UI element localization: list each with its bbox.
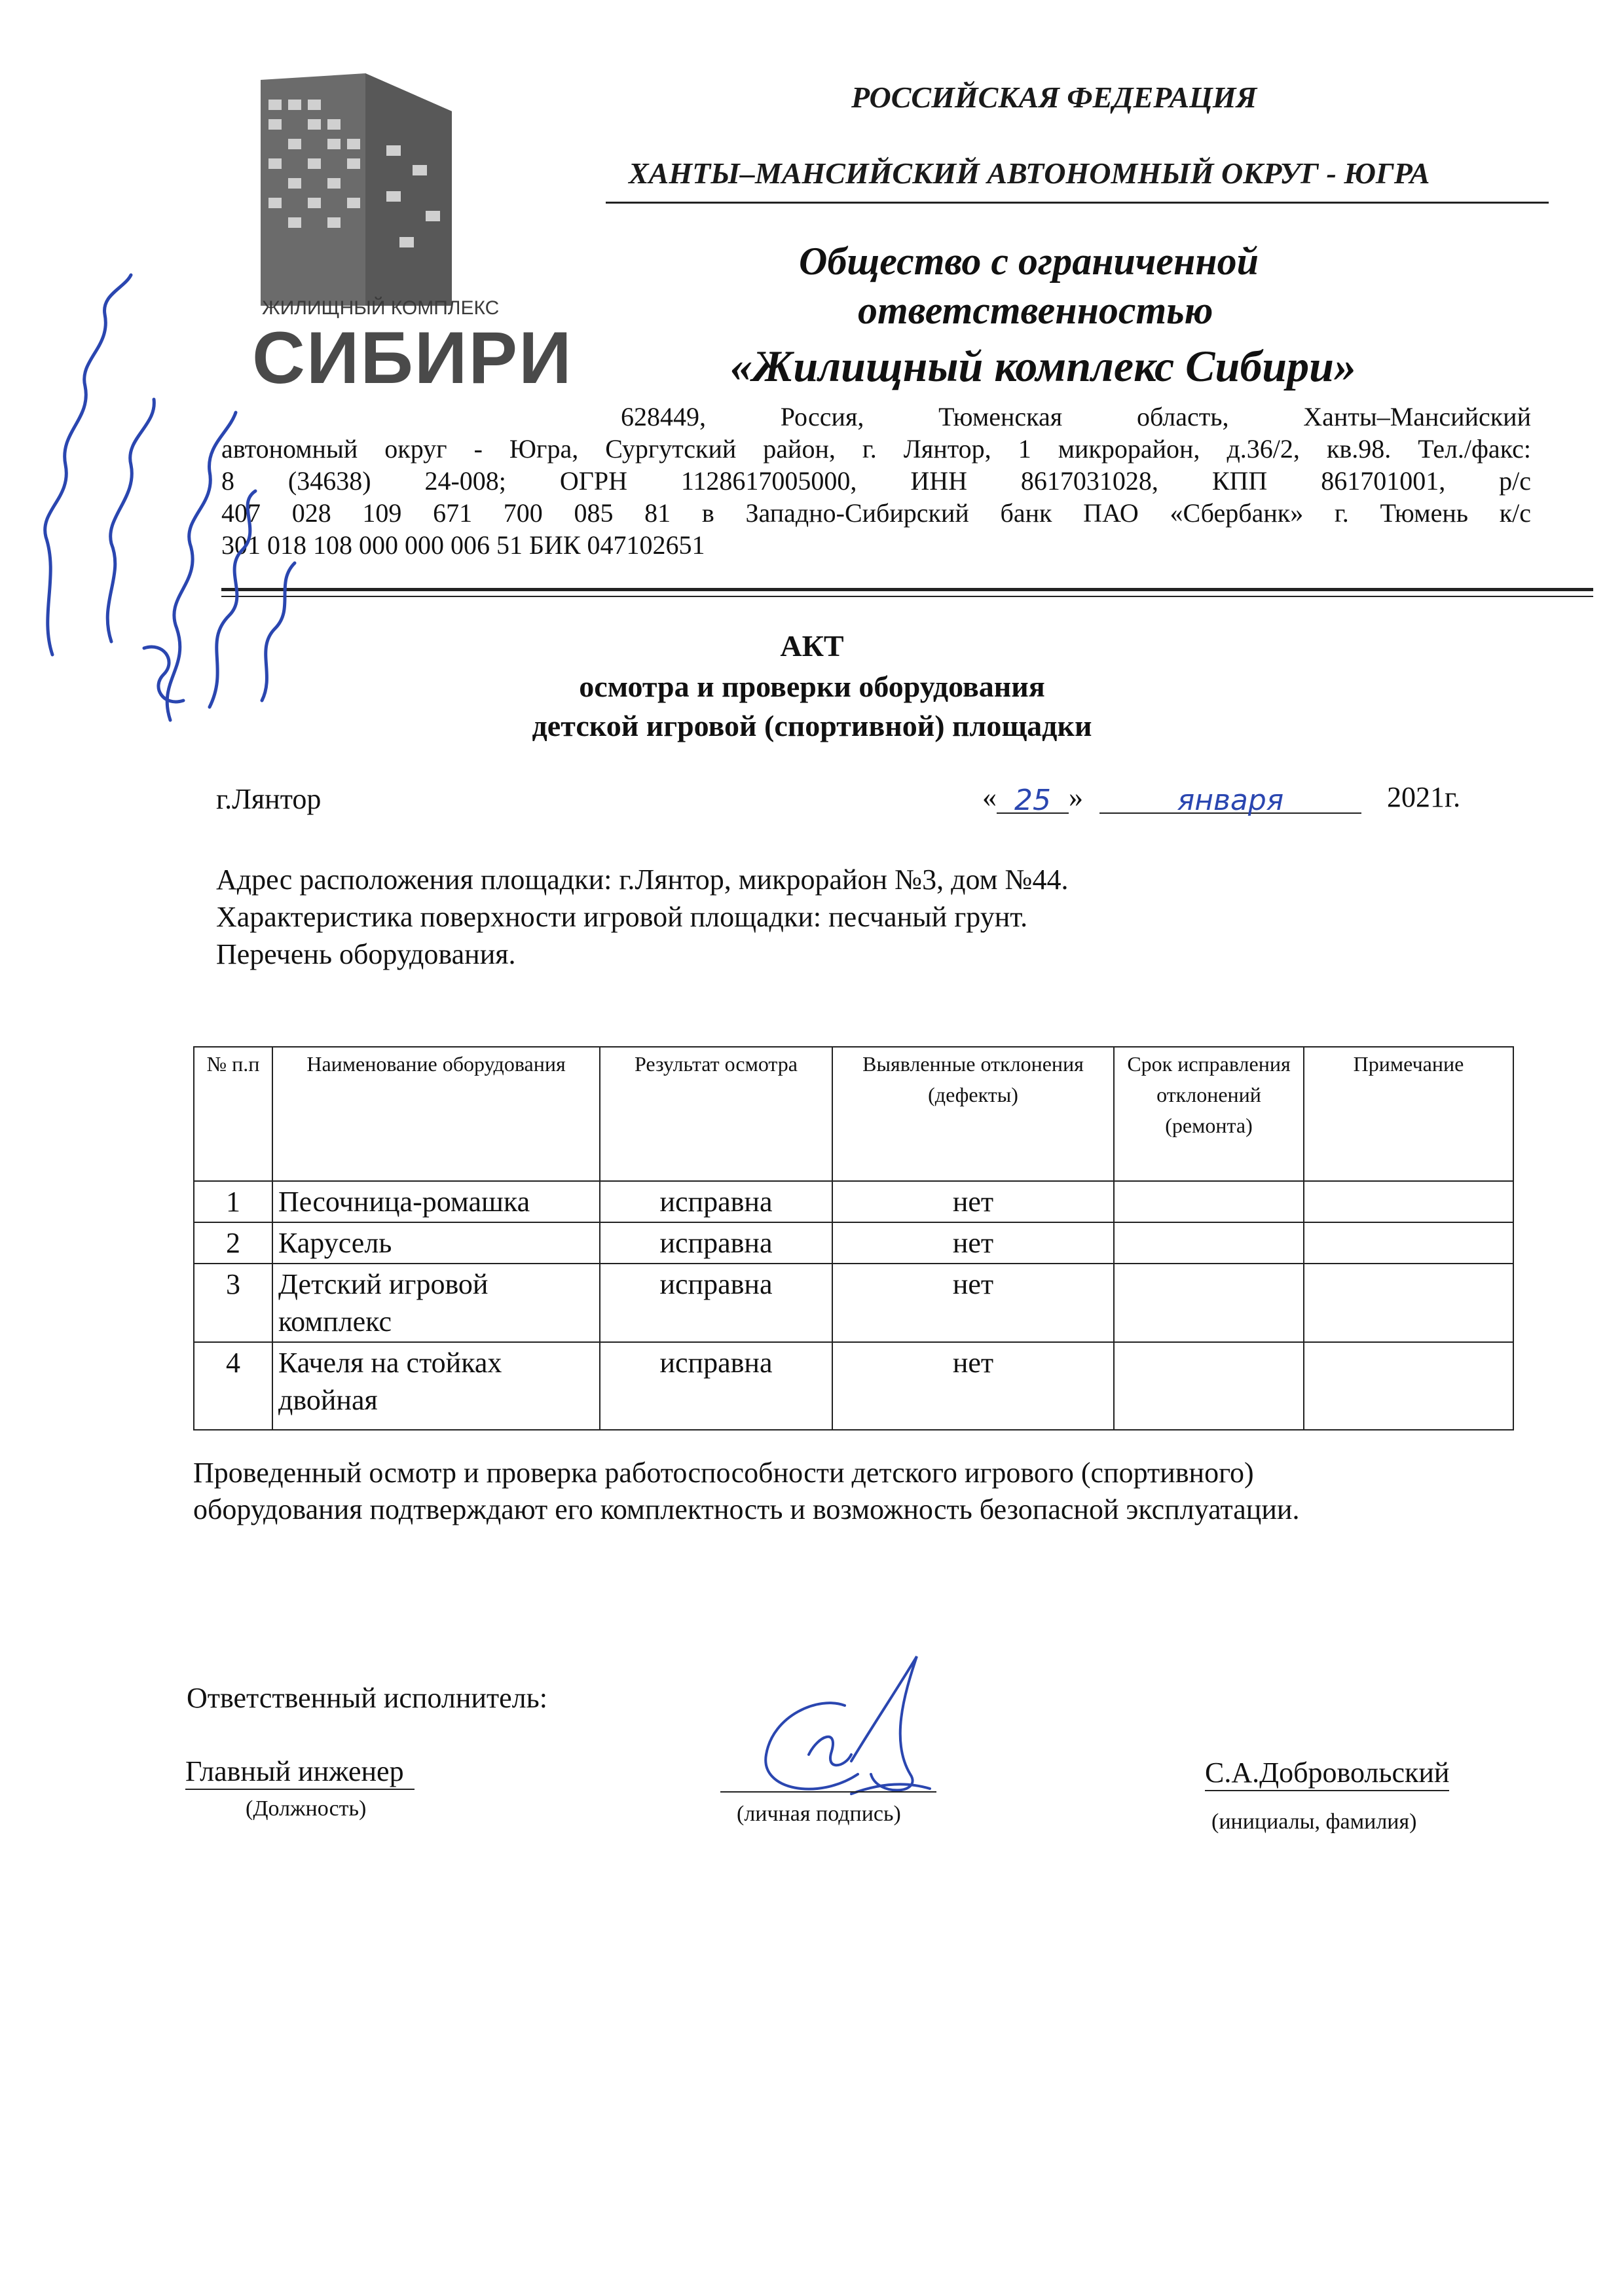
row-num: 2 bbox=[194, 1222, 272, 1264]
equipment-list-caption: Перечень оборудования. bbox=[216, 938, 516, 970]
doc-date bbox=[982, 780, 1461, 817]
header-deadline: Срок исправления отклонений (ремонта) bbox=[1114, 1047, 1304, 1181]
row-note bbox=[1304, 1342, 1513, 1430]
row-name: Детский игровой комплекс bbox=[272, 1264, 600, 1342]
row-num: 1 bbox=[194, 1181, 272, 1222]
row-name: Карусель bbox=[272, 1222, 600, 1264]
row-name: Качеля на стойках двойная bbox=[272, 1342, 600, 1430]
row-defects: нет bbox=[832, 1222, 1114, 1264]
row-deadline bbox=[1114, 1222, 1304, 1264]
position-caption: (Должность) bbox=[246, 1796, 367, 1821]
table-row bbox=[194, 1222, 1513, 1264]
org-address bbox=[221, 401, 1531, 561]
table-row bbox=[194, 1264, 1513, 1342]
signature-caption: (личная подпись) bbox=[737, 1802, 901, 1826]
header-region: ХАНТЫ–МАНСИЙСКИЙ АВТОНОМНЫЙ ОКРУГ - ЮГРА bbox=[629, 156, 1430, 190]
row-result: исправна bbox=[600, 1222, 832, 1264]
date-month: января bbox=[1099, 784, 1361, 814]
doc-subtitle-1: осмотра и проверки оборудования bbox=[579, 670, 1045, 703]
header-name: Наименование оборудования bbox=[272, 1047, 600, 1181]
date-day: 25 bbox=[997, 784, 1069, 814]
row-note bbox=[1304, 1222, 1513, 1264]
doc-subtitle-2: детской игровой (спортивной) площадки bbox=[532, 709, 1092, 742]
row-result: исправна bbox=[600, 1264, 832, 1342]
equipment-table bbox=[193, 1046, 1514, 1430]
responsible-label: Ответственный исполнитель: bbox=[187, 1682, 547, 1714]
surface-type: Характеристика поверхности игровой площадки: песчаный грунт. bbox=[216, 901, 1028, 933]
handwritten-signature bbox=[747, 1643, 956, 1813]
conclusion-line-2: оборудования подтверждают его комплектность и возможность безопасной эксплуатации. bbox=[193, 1493, 1300, 1525]
name-caption: (инициалы, фамилия) bbox=[1211, 1810, 1417, 1834]
letterhead-rule-thin bbox=[221, 596, 1593, 597]
row-deadline bbox=[1114, 1181, 1304, 1222]
row-name: Песочница-ромашка bbox=[272, 1181, 600, 1222]
logo-name: СИБИРИ bbox=[252, 317, 573, 399]
date-year: 2021г. bbox=[1387, 781, 1461, 813]
conclusion-line-1: Проведенный осмотр и проверка работоспособности детского игрового (спортивного) bbox=[193, 1457, 1254, 1489]
row-note bbox=[1304, 1181, 1513, 1222]
row-defects: нет bbox=[832, 1181, 1114, 1222]
row-result: исправна bbox=[600, 1181, 832, 1222]
site-address: Адрес расположения площадки: г.Лянтор, микрорайон №3, дом №44. bbox=[216, 864, 1069, 896]
doc-title: АКТ bbox=[780, 629, 844, 663]
signature-scribble bbox=[747, 1643, 956, 1813]
date-quote-close: » bbox=[1069, 781, 1083, 813]
row-num: 3 bbox=[194, 1264, 272, 1342]
signature-line bbox=[720, 1791, 936, 1793]
address-line-4: 407 028 109 671 700 085 81 в Западно-Сибирский банк ПАО «Сбербанк» г. Тюмень к/с bbox=[221, 498, 1531, 528]
header-defects: Выявленные отклонения (дефекты) bbox=[832, 1047, 1114, 1181]
header-num: № п.п bbox=[194, 1047, 272, 1181]
row-result: исправна bbox=[600, 1342, 832, 1430]
address-line-1: 628449, Россия, Тюменская область, Ханты–Мансийский bbox=[621, 402, 1531, 431]
logo-caption: ЖИЛИЩНЫЙ КОМПЛЕКС bbox=[262, 297, 500, 319]
header-divider bbox=[606, 202, 1549, 204]
table-row bbox=[194, 1342, 1513, 1430]
address-line-2: автономный округ - Югра, Сургутский район, г. Лянтор, 1 микрорайон, д.36/2, кв.98. Тел./факс: bbox=[221, 434, 1531, 464]
row-defects: нет bbox=[832, 1342, 1114, 1430]
address-line-3: 8 (34638) 24-008; ОГРН 1128617005000, ИНН 8617031028, КПП 861701001, р/с bbox=[221, 466, 1531, 496]
conclusion-text bbox=[193, 1455, 1299, 1528]
header-result: Результат осмотра bbox=[600, 1047, 832, 1181]
row-num: 4 bbox=[194, 1342, 272, 1430]
row-deadline bbox=[1114, 1264, 1304, 1342]
row-note bbox=[1304, 1264, 1513, 1342]
signer-name: С.А.Добровольский bbox=[1205, 1756, 1449, 1791]
signer-position: Главный инженер bbox=[185, 1755, 415, 1790]
org-name-line2: ответственностью bbox=[858, 289, 1213, 332]
header-country: РОССИЙСКАЯ ФЕДЕРАЦИЯ bbox=[851, 81, 1257, 114]
table-header-row bbox=[194, 1047, 1513, 1181]
address-line-5: 301 018 108 000 000 006 51 БИК 047102651 bbox=[221, 530, 705, 560]
org-name-line3: «Жилищный комплекс Сибири» bbox=[730, 341, 1356, 391]
row-defects: нет bbox=[832, 1264, 1114, 1342]
header-note: Примечание bbox=[1304, 1047, 1513, 1181]
letterhead-rule-thick bbox=[221, 588, 1593, 591]
date-quote-open: « bbox=[982, 781, 997, 813]
city: г.Лянтор bbox=[216, 783, 322, 815]
row-deadline bbox=[1114, 1342, 1304, 1430]
table-row bbox=[194, 1181, 1513, 1222]
org-name-line1: Общество с ограниченной bbox=[799, 240, 1259, 283]
